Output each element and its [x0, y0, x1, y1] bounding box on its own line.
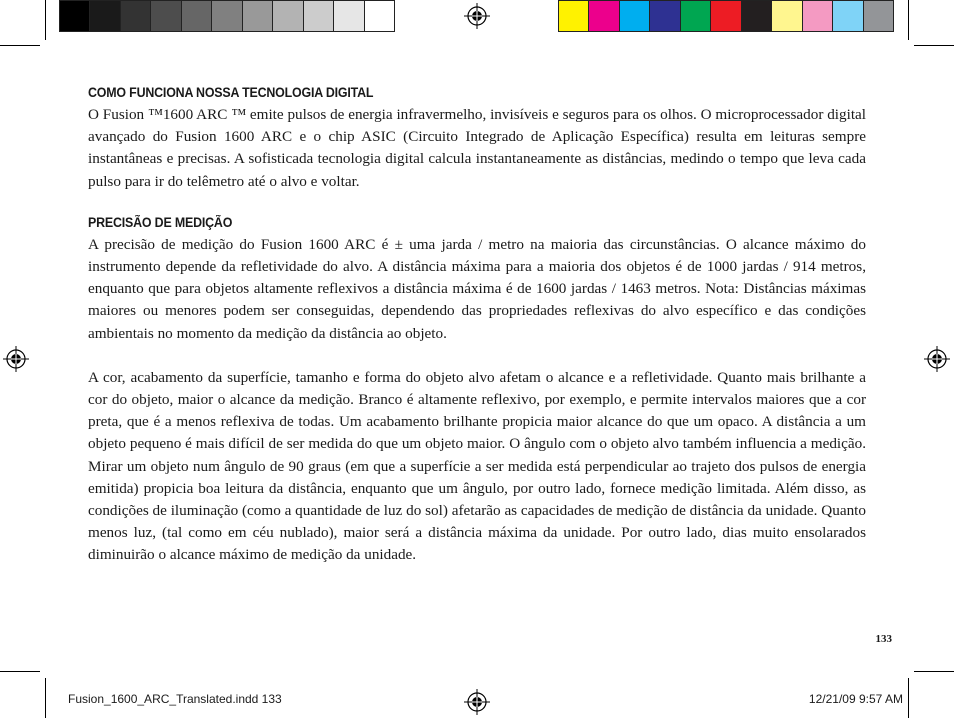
grayscale-swatch-4 — [182, 1, 212, 31]
process-swatch-6 — [742, 1, 772, 31]
grayscale-swatch-1 — [90, 1, 120, 31]
registration-mark-top-icon — [464, 3, 490, 29]
process-swatch-4 — [681, 1, 711, 31]
process-swatch-3 — [650, 1, 680, 31]
section-paragraph-precision: A precisão de medição do Fusion 1600 ARC é ± uma jarda / metro na maioria das circunstâncias. O alcance máximo do instrumento depende da refletividade do alvo. A distância máxima para a maioria dos objetos é de 1000 jardas / 914 metros, enquanto que para objetos altamente reflexivos a distância máxima é de 1600 jardas / 1463 metros. Nota: Distâncias máximas maiores ou menores podem ser conseguidas, dependendo das propriedades reflexivas do alvo específico e das condições ambientais no momento da medição da distância ao objeto. — [88, 235, 866, 342]
grayscale-color-bar — [59, 0, 395, 32]
crop-mark-bottom-left-horizontal — [0, 671, 40, 672]
registration-mark-left-icon — [3, 346, 29, 372]
process-swatch-8 — [803, 1, 833, 31]
grayscale-swatch-0 — [60, 1, 90, 31]
section-paragraph-reflectivity: A cor, acabamento da superfície, tamanho e forma do objeto alvo afetam o alcance e a refletividade. Quanto mais brilhante a cor do objeto, maior o alcance da medição. Branco é altamente reflexivo, por exemplo, e permite intervalos maiores que a cor preta, que é a menos reflexiva de todas. Um acabamento brilhante propicia maior alcance do que um opaco. A distância a um objeto pequeno é mais difícil de ser medida do que um objeto maior. O ângulo com o objeto alvo também influencia a medição. Mirar um objeto num ângulo de 90 graus (em que a superfície a ser medida está perpendicular ao trajeto dos pulsos de energia emitida) propicia boa leitura da distância, enquanto que um ângulo, por outro lado, fornece medição limitada. Além disso, as condições de iluminação (como a quantidade de luz do sol) afetarão as capacidades de medição de distância da unidade. Quanto menos luz, (tal como em céu nublado), maior será a distância máxima da unidade. Por outro lado, dias muito ensolarados diminuirão o alcance máximo de medição da unidade. — [88, 368, 866, 564]
crop-mark-bottom-right-vertical — [908, 678, 909, 718]
page-number: 133 — [875, 633, 892, 645]
process-swatch-5 — [711, 1, 741, 31]
slug-timestamp: 12/21/09 9:57 AM — [808, 692, 903, 706]
process-swatch-9 — [833, 1, 863, 31]
grayscale-swatch-6 — [243, 1, 273, 31]
process-swatch-10 — [864, 1, 893, 31]
grayscale-swatch-8 — [304, 1, 334, 31]
process-swatch-1 — [589, 1, 619, 31]
process-color-bar — [558, 0, 894, 32]
crop-mark-bottom-right-horizontal — [914, 671, 954, 672]
registration-mark-bottom-icon — [464, 689, 490, 715]
crop-mark-top-right-vertical — [908, 0, 909, 40]
process-swatch-2 — [620, 1, 650, 31]
section-heading-technology: COMO FUNCIONA NOSSA TECNOLOGIA DIGITAL — [88, 85, 374, 100]
crop-mark-top-left-horizontal — [0, 45, 40, 46]
grayscale-swatch-2 — [121, 1, 151, 31]
process-swatch-0 — [559, 1, 589, 31]
grayscale-swatch-3 — [151, 1, 181, 31]
slug-filename: Fusion_1600_ARC_Translated.indd 133 — [68, 692, 282, 706]
process-swatch-7 — [772, 1, 802, 31]
registration-mark-right-icon — [924, 346, 950, 372]
grayscale-swatch-7 — [273, 1, 303, 31]
crop-mark-top-left-vertical — [45, 0, 46, 40]
crop-mark-top-right-horizontal — [914, 45, 954, 46]
grayscale-swatch-10 — [365, 1, 394, 31]
crop-mark-bottom-left-vertical — [45, 678, 46, 718]
section-heading-precision: PRECISÃO DE MEDIÇÃO — [88, 214, 233, 230]
section-paragraph-technology: O Fusion ™1600 ARC ™ emite pulsos de energia infravermelho, invisíveis e seguros para os olhos. O microprocessador digital avançado do Fusion 1600 ARC e o chip ASIC (Circuito Integrado de Aplicação Específica) resulta em leituras sempre instantâneas e precisas. A sofisticada tecnologia digital calcula instantaneamente as distâncias, medindo o tempo que leva cada pulso para ir do telêmetro até o alvo e voltar. — [88, 106, 866, 190]
page-content — [88, 82, 866, 567]
grayscale-swatch-5 — [212, 1, 242, 31]
grayscale-swatch-9 — [334, 1, 364, 31]
